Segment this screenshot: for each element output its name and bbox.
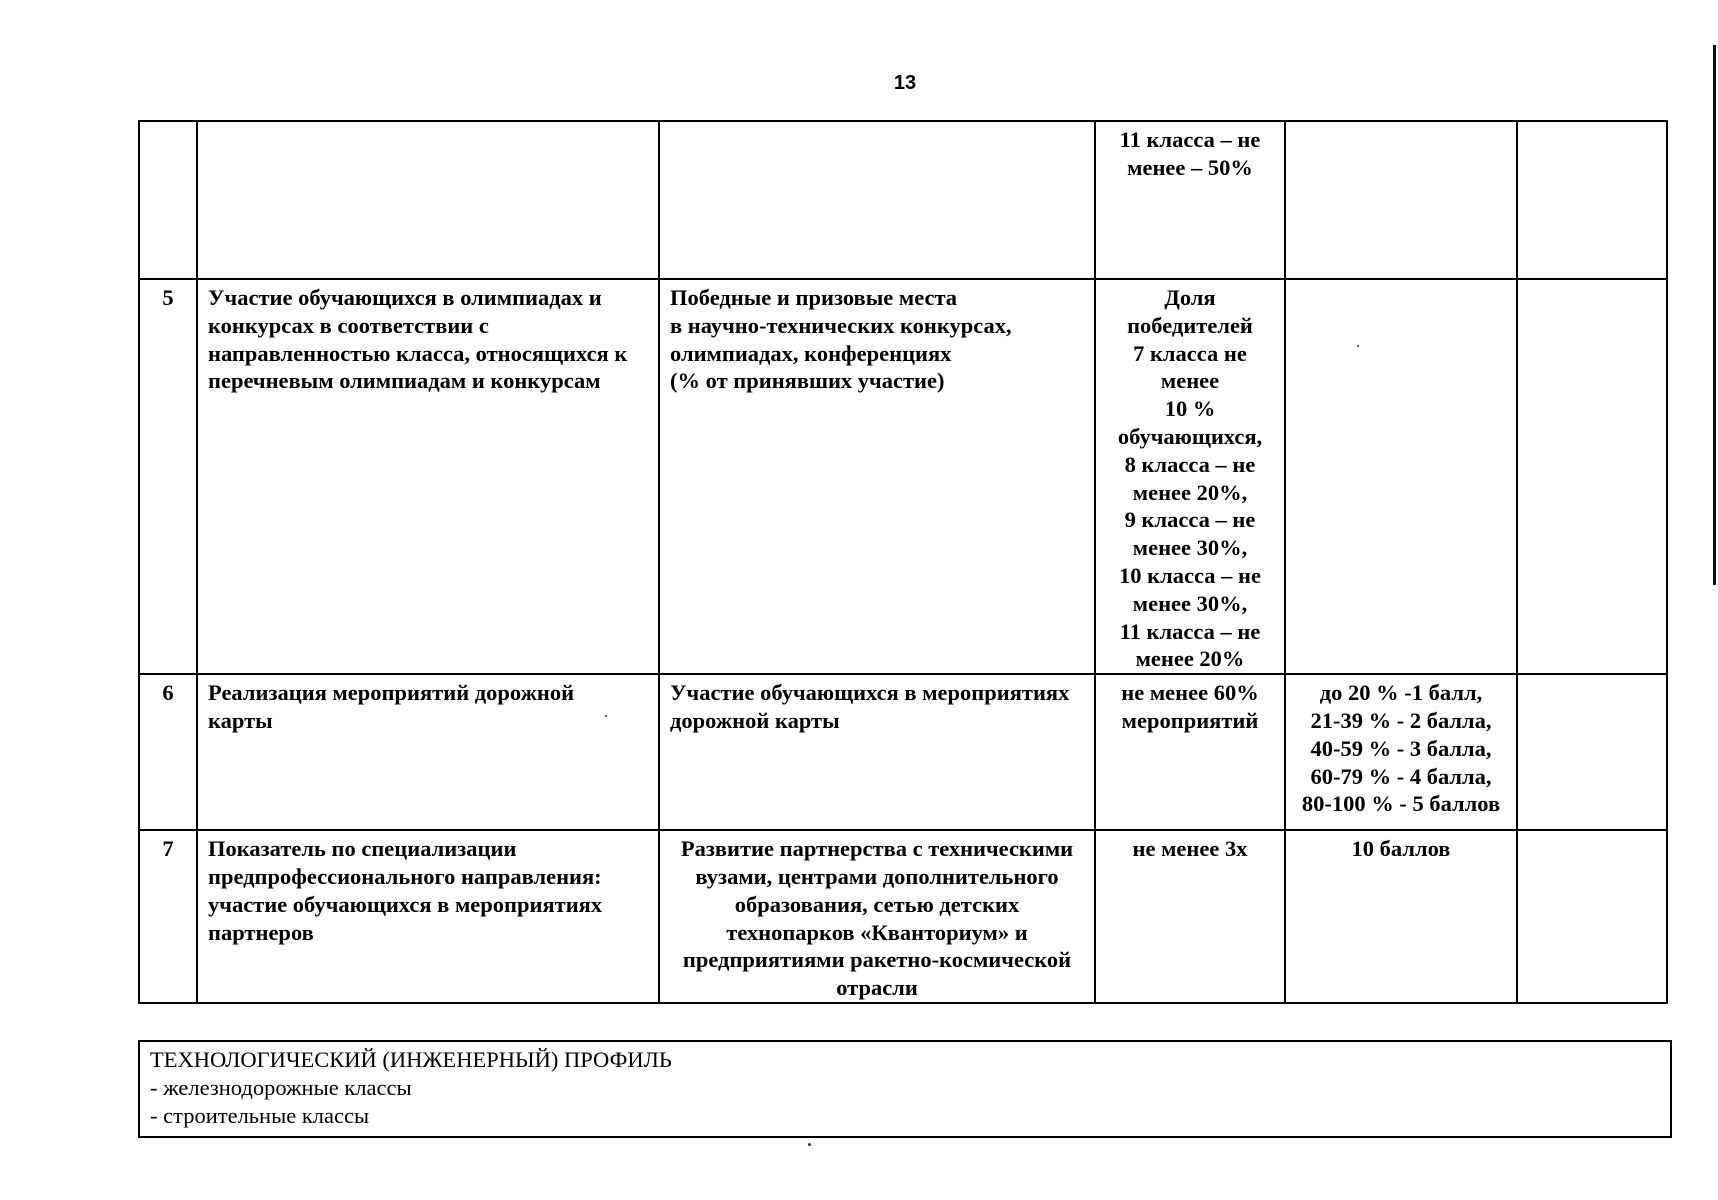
score-cell [1285, 674, 1517, 830]
criterion-cell [659, 830, 1095, 1003]
cell-line: 8 класса – не [1124, 451, 1256, 477]
cell-line: Развитие партнерства с техническими [680, 836, 1074, 862]
row-number: 6 [139, 674, 197, 830]
cell-line: менее [1160, 368, 1220, 394]
cell-line: не менее 3х [1132, 836, 1248, 862]
cell-line: 9 класса – не [1124, 507, 1256, 533]
score-cell [1285, 121, 1517, 279]
target-cell [1095, 279, 1285, 674]
cell-line: Победные и призовые места [670, 285, 958, 310]
score-cell [1285, 279, 1517, 674]
cell-line: технопарков «Кванториум» и [726, 919, 1028, 945]
cell-line: предприятиями ракетно-космической [682, 947, 1072, 973]
indicator-cell [197, 674, 659, 830]
score-cell [1285, 830, 1517, 1003]
cell-line: Показатель по специализации [208, 836, 517, 862]
cell-line: дорожной карты [670, 707, 840, 733]
cell-line: 10 баллов [1351, 836, 1451, 862]
cell-line: отрасли [836, 975, 918, 1001]
cell-line: 40-59 % - 3 балла, [1310, 735, 1492, 761]
cell-line: мероприятий [1121, 707, 1259, 733]
cell-line: до 20 % -1 балл, [1319, 680, 1483, 706]
cell-line: направленностью класса, относящихся к [208, 340, 628, 366]
row-number [139, 121, 197, 279]
criteria-table [138, 120, 1668, 1004]
cell-line: 80-100 % - 5 баллов [1301, 791, 1501, 817]
cell-line: олимпиадах, конференциях [670, 340, 952, 366]
extra-cell [1517, 279, 1667, 674]
table-row [139, 830, 1667, 1003]
cell-line: 11 класса – не [1119, 618, 1261, 644]
indicator-cell [197, 830, 659, 1003]
cell-line: менее – 50% [1127, 154, 1253, 180]
cell-line: обучающихся, [1117, 423, 1263, 449]
profile-box [138, 1040, 1672, 1138]
scan-speck [1357, 345, 1359, 347]
scan-edge-shadow [1713, 45, 1716, 585]
criterion-cell [659, 279, 1095, 674]
profile-item: - строительные классы [150, 1102, 370, 1128]
cell-line: Участие обучающихся в олимпиадах и [208, 285, 602, 310]
extra-cell [1517, 674, 1667, 830]
row-number: 7 [139, 830, 197, 1003]
indicator-cell [197, 121, 659, 279]
cell-line: партнеров [208, 919, 314, 945]
cell-line: перечневым олимпиадам и конкурсам [208, 368, 601, 394]
cell-line: Участие обучающихся в мероприятиях [670, 680, 1070, 706]
target-cell [1095, 830, 1285, 1003]
scan-speck [605, 715, 607, 717]
cell-line: (% от принявших участие) [670, 368, 945, 394]
criterion-cell [659, 121, 1095, 279]
cell-line: 10 класса – не [1119, 562, 1261, 588]
row-number: 5 [139, 279, 197, 674]
scan-speck [808, 1143, 811, 1146]
cell-line: 21-39 % - 2 балла, [1310, 707, 1492, 733]
cell-line: 10 % [1164, 396, 1216, 422]
cell-line: не менее 60% [1121, 680, 1259, 706]
cell-line: менее 20%, [1132, 479, 1248, 505]
cell-line: 11 класса – не [1119, 127, 1261, 152]
cell-line: образования, сетью детских [734, 891, 1020, 917]
table-row [139, 279, 1667, 674]
target-cell [1095, 674, 1285, 830]
cell-line: предпрофессионального направления: [208, 863, 602, 889]
cell-line: вузами, центрами дополнительного [695, 863, 1059, 889]
profile-item: - железнодорожные классы [150, 1074, 412, 1100]
cell-line: победителей [1127, 312, 1253, 338]
cell-line: участие обучающихся в мероприятиях [208, 891, 603, 917]
criterion-cell [659, 674, 1095, 830]
cell-line: карты [208, 707, 273, 733]
cell-line: 60-79 % - 4 балла, [1310, 763, 1492, 789]
indicator-cell [197, 279, 659, 674]
extra-cell [1517, 121, 1667, 279]
cell-line: Доля [1164, 285, 1216, 310]
table-row [139, 121, 1667, 279]
cell-line: менее 20% [1135, 646, 1245, 672]
cell-line: конкурсах в соответствии с [208, 312, 489, 338]
extra-cell [1517, 830, 1667, 1003]
cell-line: 7 класса не [1133, 340, 1247, 366]
profile-title: ТЕХНОЛОГИЧЕСКИЙ (ИНЖЕНЕРНЫЙ) ПРОФИЛЬ [150, 1047, 672, 1072]
table-row [139, 674, 1667, 830]
cell-line: Реализация мероприятий дорожной [208, 680, 575, 706]
cell-line: менее 30%, [1132, 590, 1248, 616]
target-cell [1095, 121, 1285, 279]
cell-line: в научно-технических конкурсах, [670, 312, 1012, 338]
cell-line: менее 30%, [1132, 535, 1248, 561]
page-number: 13 [893, 72, 917, 94]
